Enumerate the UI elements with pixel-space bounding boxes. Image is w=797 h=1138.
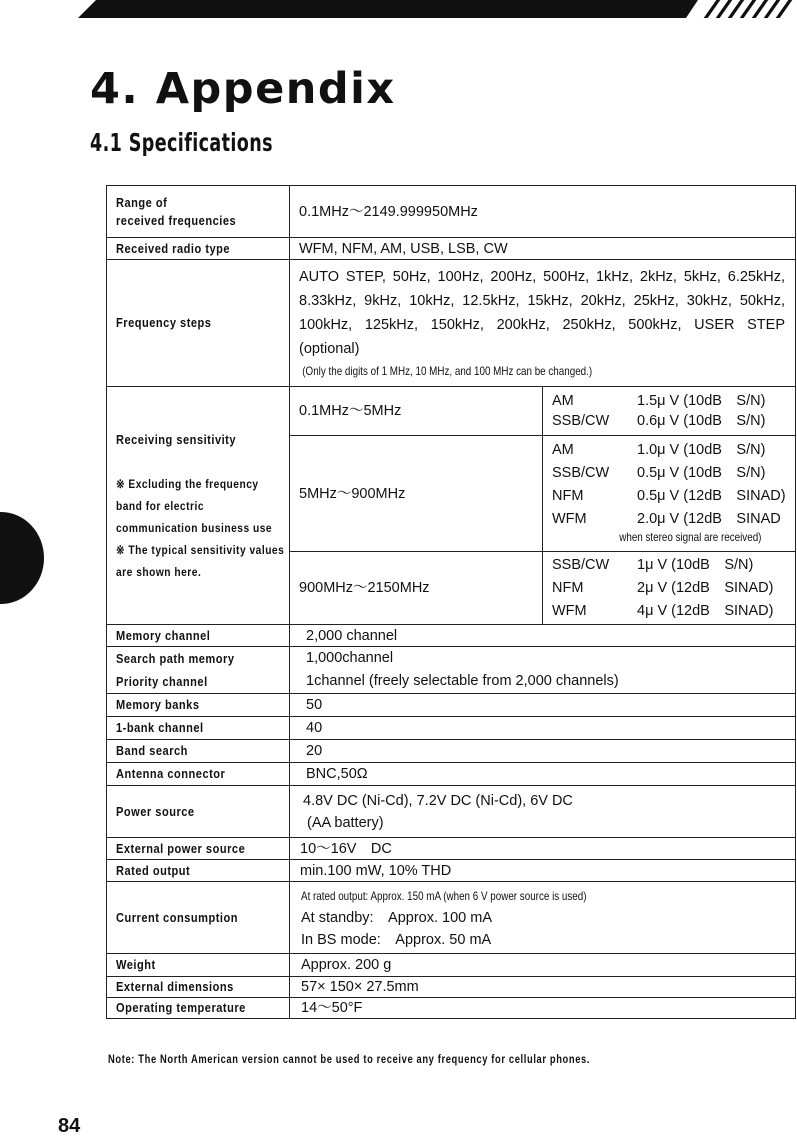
spec-row-temperature (107, 998, 796, 1019)
weight-label: Weight (116, 957, 156, 972)
section-title: 4.1 Specifications (90, 128, 273, 157)
band-search-value: 20 (290, 740, 796, 763)
spec-row-power (107, 786, 796, 838)
spec-row-bank-channel (107, 717, 796, 740)
spec-row-search-priority (107, 647, 796, 694)
memory-channel-label: Memory channel (116, 627, 211, 643)
bank-channel-label: 1-bank channel (116, 720, 204, 735)
bank-channel-value: 40 (290, 717, 796, 740)
spec-row-memory-banks (107, 694, 796, 717)
temperature-value: 14～50°F (290, 998, 796, 1019)
steps-label: Frequency steps (116, 315, 212, 330)
band1-range: 0.1MHz～5MHz (290, 387, 543, 436)
chapter-tab (0, 512, 44, 604)
spec-row-antenna (107, 763, 796, 786)
antenna-value: BNC,50Ω (290, 763, 796, 786)
temperature-label: Operating temperature (116, 1000, 246, 1015)
steps-note: (Only the digits of 1 MHz, 10 MHz, and 100 MHz can be changed.) (302, 364, 593, 378)
ext-power-value: 10～16V DC (290, 838, 796, 860)
spec-row-ext-power (107, 838, 796, 860)
current-label: Current consumption (116, 909, 239, 925)
spec-row-range (107, 186, 796, 238)
memory-banks-label: Memory banks (116, 697, 200, 712)
spec-row-sens-band1 (107, 387, 796, 436)
sensitivity-note1: ※ Excluding the frequency band for electric communication business use (116, 476, 273, 535)
dimensions-value: 57× 150× 27.5mm (290, 977, 796, 998)
priority-label: Priority channel (116, 674, 208, 689)
radio-type-label: Received radio type (116, 240, 231, 256)
spec-row-steps (107, 260, 796, 387)
rated-output-label: Rated output (116, 862, 191, 878)
spec-row-memory-channel (107, 625, 796, 647)
spec-row-rated-output (107, 860, 796, 882)
rated-output-value: min.100 mW, 10% THD (290, 860, 796, 882)
spec-row-current (107, 882, 796, 954)
specifications-table (106, 185, 796, 1019)
priority-value: 1channel (freely selectable from 2,000 channels) (306, 673, 619, 689)
sensitivity-note2: ※ The typical sensitivity values are shown here. (116, 542, 285, 579)
spec-row-radio-type (107, 238, 796, 260)
spec-row-dimensions (107, 977, 796, 998)
spec-row-band-search (107, 740, 796, 763)
band2-range: 5MHz～900MHz (290, 436, 543, 552)
power-label: Power source (116, 803, 195, 819)
weight-value: Approx. 200 g (290, 954, 796, 977)
search-memory-value: 1,000channel (306, 650, 394, 666)
search-memory-label: Search path memory (116, 651, 235, 666)
dimensions-label: External dimensions (116, 979, 234, 994)
steps-value: AUTO STEP, 50Hz, 100Hz, 200Hz, 500Hz, 1kHz, 2kHz, 5kHz, 6.25kHz, 8.33kHz, 9kHz, 10kHz, 12.5kHz, 15kHz, 20kHz, 25kHz, 30kHz, 50kHz, 100kHz, 125kHz, 150kHz, 200kHz, 250kHz, 500kHz, USER STEP (optional) (299, 269, 785, 357)
current-line3: In BS mode: Approx. 50 mA (301, 931, 492, 948)
footer-note: Note: The North American version cannot be used to receive any frequency for cellular phones. (108, 1052, 591, 1066)
range-label: Range of received frequencies (107, 186, 290, 238)
page-number: 84 (58, 1115, 81, 1137)
header-bar (78, 0, 698, 18)
ext-power-label: External power source (116, 840, 246, 856)
chapter-title: 4. Appendix (90, 64, 396, 114)
band-search-label: Band search (116, 743, 188, 758)
band3-values: SSB/CW 1μ V (10dB S/N) NFM 2μ V (12dB SINAD) WFM 4μ V (12dB SINAD) (543, 552, 796, 625)
range-value: 0.1MHz～2149.999950MHz (290, 186, 796, 238)
memory-banks-value: 50 (290, 694, 796, 717)
sensitivity-label: Receiving sensitivity (116, 431, 237, 447)
power-value-line1: 4.8V DC (Ni-Cd), 7.2V DC (Ni-Cd), 6V DC (303, 792, 573, 809)
current-line2: At standby: Approx. 100 mA (301, 909, 493, 926)
spec-row-weight (107, 954, 796, 977)
header-slashes (700, 0, 790, 18)
current-line1: At rated output: Approx. 150 mA (when 6 V power source is used) (301, 888, 587, 903)
band3-range: 900MHz～2150MHz (290, 552, 543, 625)
band2-note: when stereo signal are received) (619, 529, 762, 544)
radio-type-value: WFM, NFM, AM, USB, LSB, CW (290, 238, 796, 260)
antenna-label: Antenna connector (116, 766, 226, 781)
band2-values: AM 1.0μ V (10dB S/N) SSB/CW 0.5μ V (10dB S/N) NFM 0.5μ V (12dB SINAD) WFM 2.0μ V (12dB SINAD when stereo signal are received) (543, 436, 796, 552)
memory-channel-value: 2,000 channel (290, 625, 796, 647)
band1-values: AM 1.5μ V (10dB S/N) SSB/CW 0.6μ V (10dB S/N) (543, 387, 796, 436)
power-value-line2: (AA battery) (307, 814, 384, 831)
